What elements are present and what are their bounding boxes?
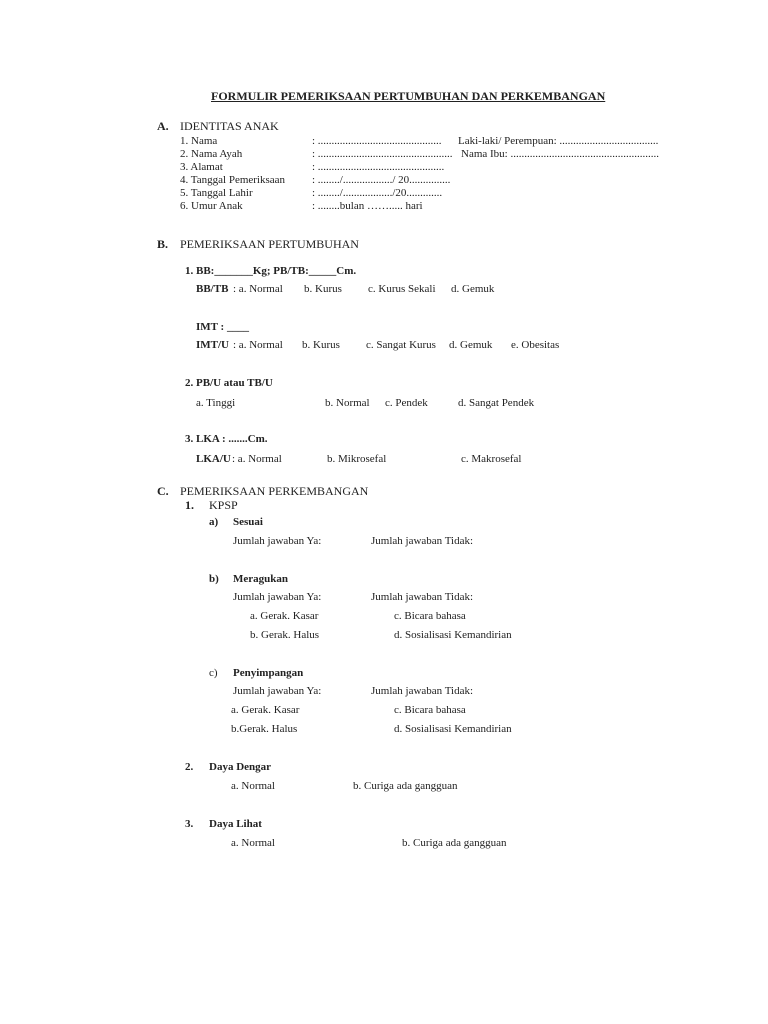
bbtb-label: BB/TB [196,283,229,295]
pbu-line: 2. PB/U atau TB/U [185,377,273,389]
meragukan-jumlah-tidak: Jumlah jawaban Tidak: [371,591,474,603]
daya-dengar-curiga: b. Curiga ada gangguan [353,780,458,792]
penyimpangan-sosialisasi: d. Sosialisasi Kemandirian [394,723,512,735]
imtu-option-gemuk: d. Gemuk [449,339,493,351]
imtu-label: IMT/U [196,339,229,351]
bbtb-option-kurus: b. Kurus [304,283,342,295]
lkau-option-makrosefal: c. Makrosefal [461,453,522,465]
imtu-option-sangat-kurus: c. Sangat Kurus [366,339,436,351]
field-value-ayah: : ................................................. [312,148,453,160]
pbu-option-normal: b. Normal [325,397,370,409]
section-c-letter: C. [157,484,169,498]
field-label-tanggal-lahir: 5. Tanggal Lahir [180,187,253,199]
bbtb-option-kurus-sekali: c. Kurus Sekali [368,283,436,295]
field-value-tanggal-lahir: : ......../................../20............. [312,187,443,199]
pbu-option-tinggi: a. Tinggi [196,397,236,409]
meragukan-title: Meragukan [233,573,288,585]
bb-pbtb-line: 1. BB:_______Kg; PB/TB:_____Cm. [185,265,357,277]
penyimpangan-title: Penyimpangan [233,667,304,679]
meragukan-gerak-kasar: a. Gerak. Kasar [250,610,319,622]
daya-dengar-normal: a. Normal [231,780,275,792]
lka-line: 3. LKA : .......Cm. [185,433,268,445]
imtu-option-kurus: b. Kurus [302,339,340,351]
field-label-nama: 1. Nama [180,135,218,147]
field-label-tanggal-pemeriksaan: 4. Tanggal Pemeriksaan [180,174,286,186]
section-a-letter: A. [157,119,169,133]
form-title: FORMULIR PEMERIKSAAN PERTUMBUHAN DAN PERKEMBANGAN [211,89,606,103]
meragukan-sosialisasi: d. Sosialisasi Kemandirian [394,629,512,641]
sesuai-letter: a) [209,516,219,528]
penyimpangan-gerak-kasar: a. Gerak. Kasar [231,704,300,716]
kpsp-title: KPSP [209,498,238,512]
field-value-alamat: : .............................................. [312,161,445,173]
bbtb-option-normal: : a. Normal [233,283,283,295]
field-label-alamat: 3. Alamat [180,161,223,173]
daya-lihat-number: 3. [185,818,194,830]
lkau-option-normal: : a. Normal [232,453,282,465]
meragukan-letter: b) [209,573,219,585]
penyimpangan-jumlah-tidak: Jumlah jawaban Tidak: [371,685,474,697]
section-b-letter: B. [157,237,169,251]
field-gender: Laki-laki/ Perempuan: .................................... [458,135,659,147]
field-value-tanggal-pemeriksaan: : ......../................../ 20............... [312,174,451,186]
penyimpangan-letter: c) [209,667,218,679]
imtu-option-obesitas: e. Obesitas [511,339,560,351]
meragukan-bicara-bahasa: c. Bicara bahasa [394,610,466,622]
bbtb-option-gemuk: d. Gemuk [451,283,495,295]
penyimpangan-bicara-bahasa: c. Bicara bahasa [394,704,466,716]
field-ibu: Nama Ibu: ...................................................... [461,148,659,160]
sesuai-title: Sesuai [233,516,263,528]
daya-lihat-title: Daya Lihat [209,818,262,830]
field-label-umur: 6. Umur Anak [180,200,243,212]
daya-lihat-curiga: b. Curiga ada gangguan [402,837,507,849]
section-c-heading: PEMERIKSAAN PERKEMBANGAN [180,484,369,498]
sesuai-jumlah-tidak: Jumlah jawaban Tidak: [371,535,474,547]
penyimpangan-jumlah-ya: Jumlah jawaban Ya: [233,685,322,697]
field-value-umur: : ........bulan ……..... hari [312,200,423,212]
lkau-option-mikrosefal: b. Mikrosefal [327,453,387,465]
field-label-ayah: 2. Nama Ayah [180,148,243,160]
field-value-nama: : ............................................. [312,135,442,147]
pbu-option-pendek: c. Pendek [385,397,428,409]
meragukan-jumlah-ya: Jumlah jawaban Ya: [233,591,322,603]
section-a-heading: IDENTITAS ANAK [180,119,279,133]
daya-dengar-title: Daya Dengar [209,761,272,773]
meragukan-gerak-halus: b. Gerak. Halus [250,629,320,641]
daya-dengar-number: 2. [185,761,194,773]
lkau-label: LKA/U [196,453,231,465]
imt-line: IMT : ____ [196,321,249,333]
section-b-heading: PEMERIKSAAN PERTUMBUHAN [180,237,359,251]
penyimpangan-gerak-halus: b.Gerak. Halus [231,723,298,735]
imtu-option-normal: : a. Normal [233,339,283,351]
sesuai-jumlah-ya: Jumlah jawaban Ya: [233,535,322,547]
daya-lihat-normal: a. Normal [231,837,275,849]
pbu-option-sangat-pendek: d. Sangat Pendek [458,397,535,409]
kpsp-number: 1. [185,498,194,512]
